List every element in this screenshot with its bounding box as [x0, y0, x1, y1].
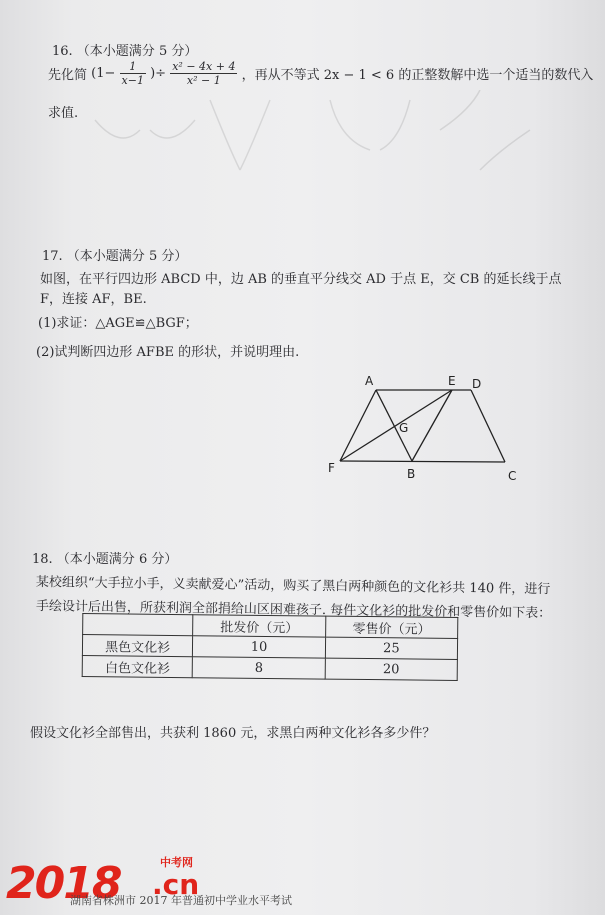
table-header-cell: 零售价（元） [325, 616, 457, 638]
q18-line2: 手绘设计后出售，所获利润全部捐给山区困难孩子. 每件文化衫的批发价和零售价如下表： [35, 599, 552, 622]
table-row [82, 656, 457, 681]
q16-expression [48, 60, 593, 87]
q16-suffix: ，再从不等式 2x − 1 < 6 的正整数解中选一个适当的数代入 [241, 68, 594, 83]
q16-heading: 16. （本小题满分 5 分） [52, 44, 198, 59]
q16-divide: )÷ [150, 66, 167, 81]
q18-question: 假设文化衫全部售出，共获利 1860 元，求黑白两种文化衫各多少件？ [30, 726, 436, 741]
q16-frac1-numerator: 1 [120, 60, 146, 74]
q16-frac2-numerator: x² − 4x + 4 [172, 60, 236, 73]
label-e: E [448, 374, 456, 388]
q17-heading: 17. （本小题满分 5 分） [42, 249, 188, 264]
q18-line1: 某校组织“大手拉小手，义卖献爱心”活动，购买了黑白两种颜色的文化衫共 140 件，进行 [35, 575, 551, 598]
table-header-cell: 批发价（元） [193, 615, 325, 637]
parallelogram-figure [0, 372, 605, 492]
label-c: C [508, 469, 517, 483]
table-header-cell [83, 614, 194, 636]
q18-heading: 18. （本小题满分 6 分） [32, 552, 178, 567]
segment-fc [340, 461, 505, 462]
q16-fraction-1 [120, 60, 146, 87]
q16-line2: 求值. [48, 106, 79, 121]
table-cell: 白色文化衫 [82, 656, 193, 678]
page-footer: 湖南省株洲市 2017 年普通初中学业水平考试 [70, 894, 292, 907]
watermark-logo: 2018 [6, 858, 121, 909]
q16-frac2-denominator: x² − 1 [186, 74, 221, 87]
label-b: B [407, 467, 416, 481]
q16-paren-open: (1− [91, 66, 116, 81]
table-cell: 8 [193, 657, 325, 679]
q16-frac1-denominator: x−1 [121, 74, 144, 87]
q17-part1: (1)求证：△AGE≌△BGF； [38, 316, 198, 331]
segment-be [412, 390, 452, 461]
label-a: A [365, 374, 374, 388]
segment-ef [340, 390, 452, 461]
table-cell: 黑色文化衫 [82, 635, 193, 657]
q17-line2: F，连接 AF，BE. [40, 292, 147, 307]
price-table [82, 613, 459, 681]
segment-dc [471, 390, 505, 462]
watermark-domain: .cn [152, 868, 200, 901]
label-f: F [328, 461, 335, 475]
table-cell: 10 [193, 636, 325, 658]
table-cell: 20 [325, 658, 457, 680]
q16-fraction-2 [170, 60, 237, 87]
watermark-tag: 中考网 [160, 856, 193, 869]
table-cell: 25 [325, 637, 457, 659]
q17-part2: (2)试判断四边形 AFBE 的形状，并说明理由. [36, 345, 300, 360]
label-d: D [472, 377, 482, 391]
q17-line1: 如图，在平行四边形 ABCD 中，边 AB 的垂直平分线交 AD 于点 E，交 CB 的延长线于点 [40, 272, 562, 287]
q16-prefix: 先化简 [48, 68, 88, 83]
label-g: G [399, 421, 409, 435]
